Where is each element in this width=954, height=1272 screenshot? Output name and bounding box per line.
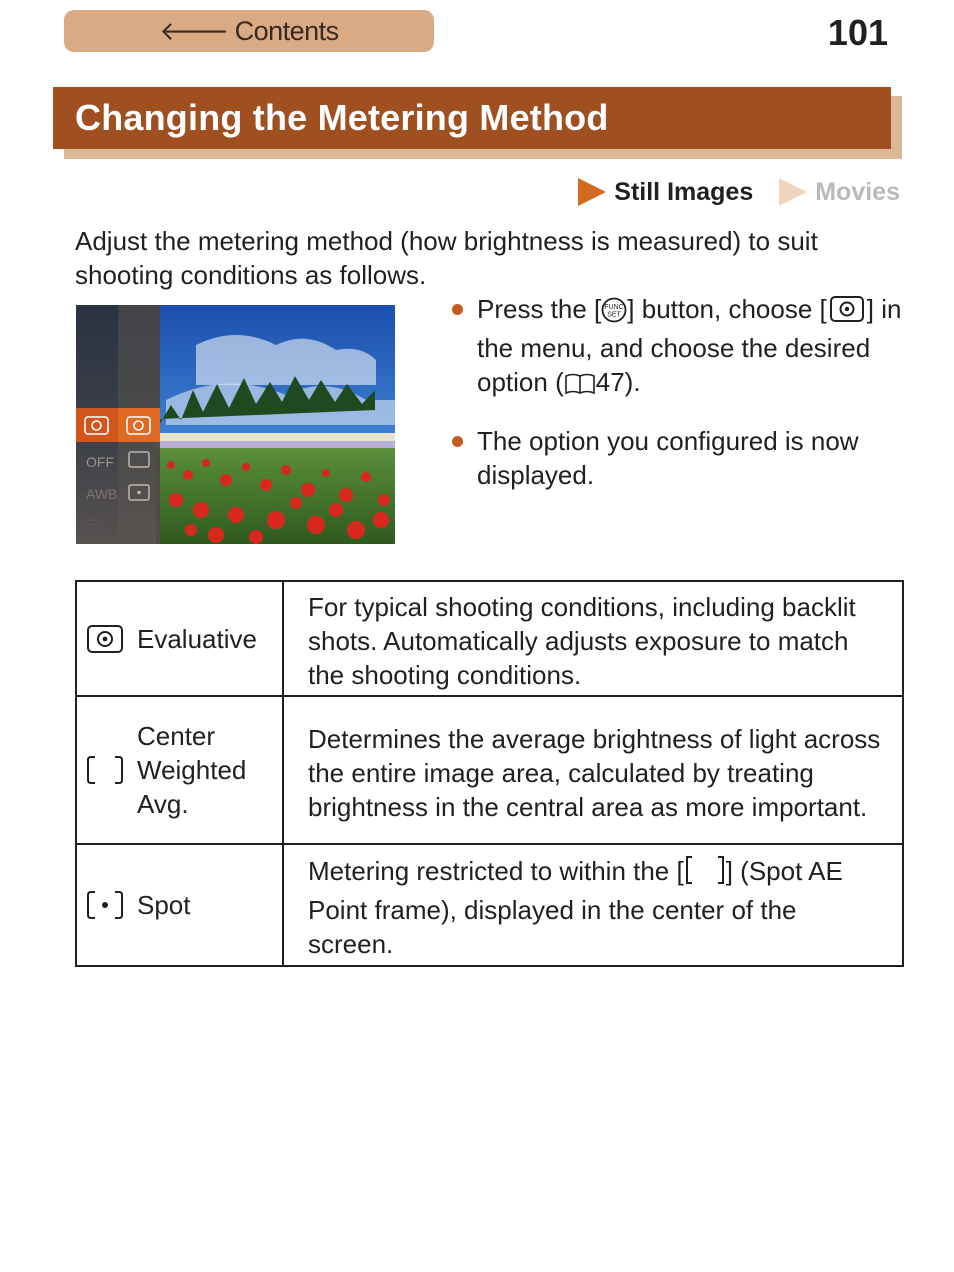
page-reference[interactable]: 47 bbox=[595, 367, 625, 397]
spot-metering-icon bbox=[80, 889, 130, 921]
mode-label: Spot bbox=[137, 890, 191, 920]
description-cell bbox=[283, 844, 903, 966]
evaluative-metering-icon bbox=[80, 623, 130, 655]
svg-text::::::: ::::: bbox=[86, 517, 100, 528]
list-item bbox=[452, 424, 912, 492]
spot-ae-frame-icon bbox=[684, 855, 726, 893]
step-1-text-a: Press the [ bbox=[477, 294, 602, 324]
spot-desc-a: Metering restricted to within the [ bbox=[308, 856, 684, 886]
list-item bbox=[452, 292, 912, 404]
mode-cell bbox=[76, 581, 283, 696]
contents-button[interactable] bbox=[64, 10, 434, 52]
bullet-icon bbox=[452, 304, 463, 315]
svg-text:FUNC: FUNC bbox=[604, 304, 625, 311]
table-row bbox=[76, 696, 903, 844]
still-images-label: Still Images bbox=[614, 177, 754, 206]
spot-desc-b: ] (Spot AE Point frame), displayed in the center of the screen. bbox=[308, 856, 843, 959]
description-cell: For typical shooting conditions, including backlit shots. Automatically adjusts exposure to match the shooting conditions. bbox=[283, 581, 903, 696]
book-icon bbox=[564, 370, 596, 404]
svg-text:AWB: AWB bbox=[86, 486, 118, 502]
bullet-icon bbox=[452, 436, 463, 447]
step-1-text-c: ] in the menu, and choose the desired option ( bbox=[477, 294, 902, 397]
mode-indicator bbox=[578, 174, 900, 210]
intro-text: Adjust the metering method (how brightness is measured) to suit shooting conditions as follows. bbox=[75, 226, 818, 290]
evaluative-metering-icon bbox=[827, 295, 867, 331]
movies-triangle-icon bbox=[779, 178, 807, 206]
description-cell: Determines the average brightness of light across the entire image area, calculated by treating brightness in the central area as more important. bbox=[283, 696, 903, 844]
svg-text:SET: SET bbox=[607, 311, 622, 319]
metering-options-table bbox=[75, 580, 904, 967]
svg-text:OFF: OFF bbox=[86, 454, 114, 470]
center-weighted-metering-icon bbox=[80, 754, 130, 786]
mode-cell bbox=[76, 696, 283, 844]
instruction-list bbox=[452, 292, 912, 512]
page-number: 101 bbox=[827, 12, 888, 53]
arrow-left-icon: 🡐 bbox=[159, 15, 229, 46]
mode-label: Center Weighted Avg. bbox=[137, 721, 247, 819]
step-2-text: The option you configured is now displayed. bbox=[477, 426, 859, 490]
table-row bbox=[76, 844, 903, 966]
camera-screen-image bbox=[76, 305, 395, 544]
movies-label: Movies bbox=[815, 177, 900, 206]
mode-cell bbox=[76, 844, 283, 966]
page-title: Changing the Metering Method bbox=[75, 97, 609, 138]
table-row bbox=[76, 581, 903, 696]
title-bar bbox=[53, 87, 891, 149]
func-set-button-icon bbox=[601, 297, 627, 331]
step-1-text-d: ). bbox=[624, 367, 641, 397]
mode-label: Evaluative bbox=[137, 623, 257, 654]
still-images-triangle-icon bbox=[578, 178, 606, 206]
step-1-text-b: ] button, choose [ bbox=[627, 294, 827, 324]
contents-label: Contents bbox=[234, 15, 339, 46]
